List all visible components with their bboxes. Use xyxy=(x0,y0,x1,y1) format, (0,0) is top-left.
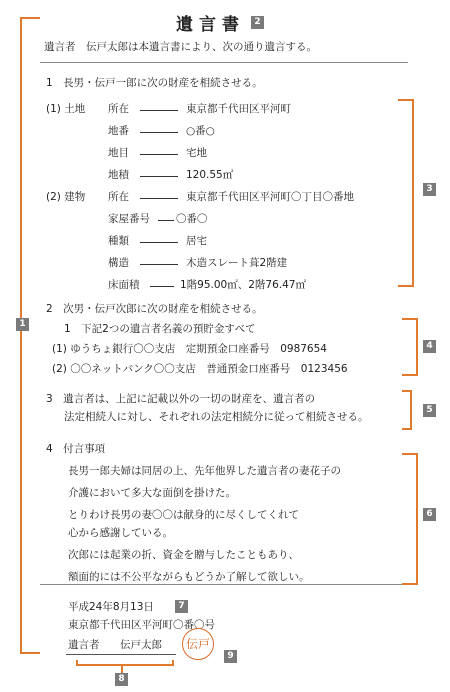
leader-line xyxy=(140,264,178,265)
signature-underline xyxy=(66,654,176,655)
bracket-6 xyxy=(402,453,418,585)
building-field-label: 所在 xyxy=(108,191,129,203)
address-text: 東京都千代田区平河町〇番〇号 xyxy=(68,619,215,631)
note-line: 介護において多大な面倒を掛けた。 xyxy=(68,487,236,499)
land-field-value: 東京都千代田区平河町 xyxy=(186,103,291,115)
land-field-value: 120.55㎡ xyxy=(186,169,234,181)
building-field-label: 床面積 xyxy=(108,279,140,291)
bracket-8 xyxy=(76,660,174,666)
section3-line: 3 遺言者は、上記に記載以外の一切の財産を、遺言者の xyxy=(46,393,316,405)
signer-name: 伝戸太郎 xyxy=(120,639,162,651)
section3-line: 法定相続人に対し、それぞれの法定相続分に従って相続させる。 xyxy=(64,411,369,423)
personal-seal: 伝戸 xyxy=(182,628,214,660)
badge-2: 2 xyxy=(251,16,264,29)
leader-line xyxy=(150,286,174,287)
building-field-value: 1階95.00㎡、2階76.47㎡ xyxy=(180,279,306,291)
bracket-4 xyxy=(402,318,418,376)
divider xyxy=(40,62,408,63)
building-field-value: 東京都千代田区平河町〇丁目〇番地 xyxy=(186,191,354,203)
land-field-label: 地番 xyxy=(108,125,129,137)
bracket-1 xyxy=(20,17,40,654)
document-title: 遺言書 xyxy=(176,15,245,35)
section2-heading: 2 次男・伝戸次郎に次の財産を相続させる。 xyxy=(46,303,263,315)
signer-label: 遺言者 xyxy=(68,639,100,651)
badge-4: 4 xyxy=(423,340,436,353)
account-line: (2) 〇〇ネットバンク〇〇支店 普通預金口座番号 0123456 xyxy=(52,363,348,375)
note-line: 長男一郎夫婦は同居の上、先年他界した遺言者の妻花子の xyxy=(68,465,341,477)
leader-line xyxy=(158,220,174,221)
land-field-label: 所在 xyxy=(108,103,129,115)
note-line: 額面的には不公平ながらもどうか了解して欲しい。 xyxy=(68,571,310,583)
account-line: (1) ゆうちょ銀行〇〇支店 定期預金口座番号 0987654 xyxy=(52,343,327,355)
note-line: 次郎には起業の折、資金を贈与したこともあり、 xyxy=(68,549,299,561)
badge-8: 8 xyxy=(115,673,128,686)
building-field-label: 構造 xyxy=(108,257,129,269)
section4-heading: 4 付言事項 xyxy=(46,443,106,455)
land-field-value: ○番○ xyxy=(186,125,215,137)
intro-text: 遺言者 伝戸太郎は本遺言書により、次の通り遺言する。 xyxy=(44,41,317,53)
building-field-value: 木造スレート葺2階建 xyxy=(186,257,288,269)
building-field-label: 家屋番号 xyxy=(108,213,150,225)
building-field-label: 種類 xyxy=(108,235,129,247)
land-field-label: 地積 xyxy=(108,169,129,181)
leader-line xyxy=(140,198,178,199)
note-line: とりわけ長男の妻〇〇は献身的に尽くしてくれて xyxy=(68,509,299,521)
leader-line xyxy=(140,176,178,177)
section2-sub: 1 下記2つの遺言者名義の預貯金すべて xyxy=(64,323,256,335)
badge-5: 5 xyxy=(423,404,436,417)
badge-9: 9 xyxy=(224,650,237,663)
bracket-5 xyxy=(402,390,412,430)
leader-line xyxy=(140,242,178,243)
land-label: (1) 土地 xyxy=(46,103,86,115)
leader-line xyxy=(140,110,178,111)
badge-3: 3 xyxy=(423,183,436,196)
land-field-value: 宅地 xyxy=(186,147,207,159)
badge-6: 6 xyxy=(423,508,436,521)
building-field-value: 〇番〇 xyxy=(176,213,208,225)
bracket-3 xyxy=(398,99,414,287)
date-text: 平成24年8月13日 xyxy=(68,601,154,613)
land-field-label: 地目 xyxy=(108,147,129,159)
leader-line xyxy=(140,154,178,155)
divider xyxy=(40,584,408,585)
note-line: 心から感謝している。 xyxy=(68,527,173,539)
leader-line xyxy=(140,132,178,133)
section1-heading: 1 長男・伝戸一郎に次の財産を相続させる。 xyxy=(46,77,263,89)
badge-1: 1 xyxy=(16,318,29,331)
building-label: (2) 建物 xyxy=(46,191,86,203)
building-field-value: 居宅 xyxy=(186,235,207,247)
badge-7: 7 xyxy=(175,600,188,613)
